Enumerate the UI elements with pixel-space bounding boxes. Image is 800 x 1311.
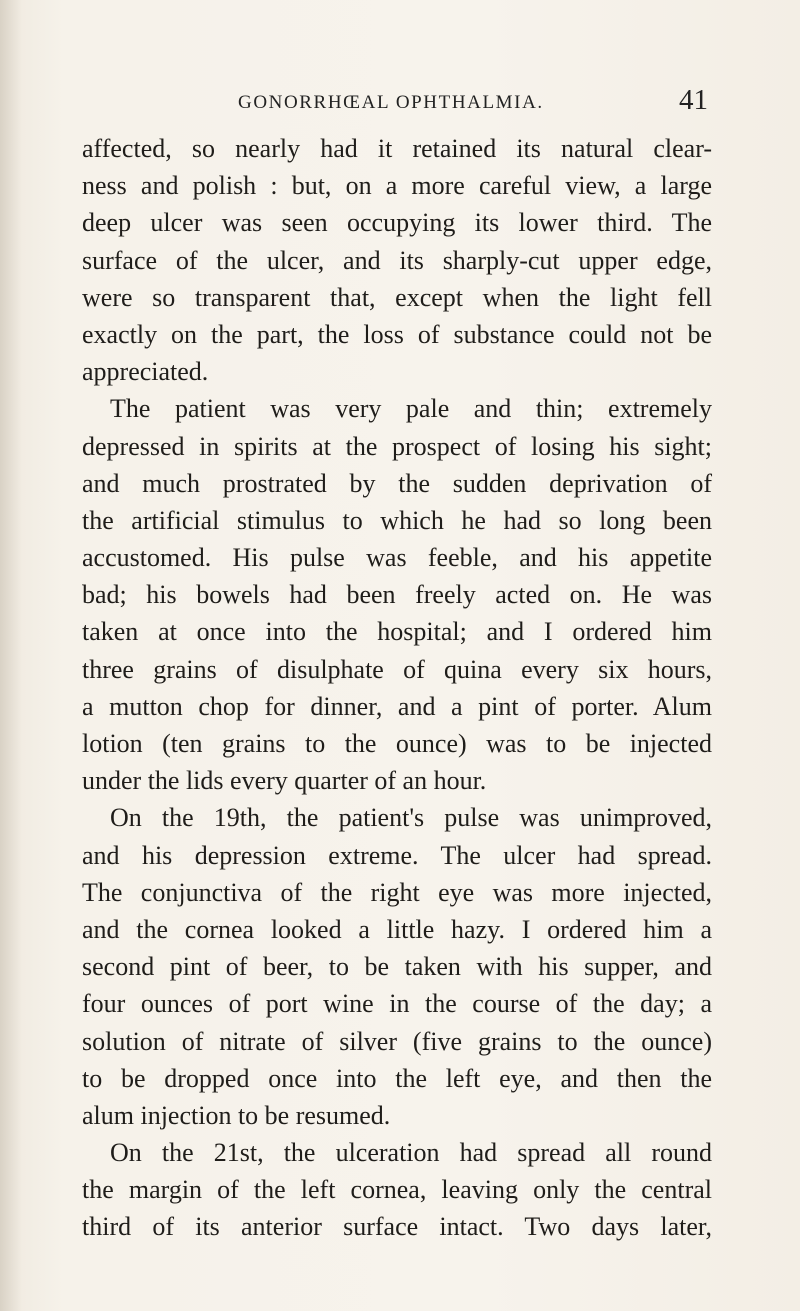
text-line: deep ulcer was seen occupying its lower third. The [82,208,712,238]
text-line: and much prostrated by the sudden deprivation of [82,468,712,498]
text-line: third of its anterior surface intact. Two days later, [82,1212,712,1242]
page-gutter-shadow [0,0,22,1311]
text-line: four ounces of port wine in the course of the day; a [82,989,712,1019]
running-head [238,84,708,118]
text-line: depressed in spirits at the prospect of losing his sight; [82,431,712,461]
text-line: second pint of beer, to be taken with his supper, and [82,952,712,982]
text-line: The patient was very pale and thin; extremely [110,394,712,424]
text-line: solution of nitrate of silver (five grains to the ounce) [82,1026,712,1056]
text-line: ness and polish : but, on a more careful view, a large [82,171,712,201]
text-line: The conjunctiva of the right eye was more injected, [82,877,712,907]
text-line: and his depression extreme. The ulcer had spread. [82,840,712,870]
text-line: bad; his bowels had been freely acted on. He was [82,580,712,610]
page-number: 41 [679,84,708,116]
text-line: On the 19th, the patient's pulse was unimproved, [110,803,712,833]
text-line: and the cornea looked a little hazy. I ordered him a [82,914,712,944]
text-line: appreciated. [82,357,209,387]
text-line: the artificial stimulus to which he had so long been [82,505,712,535]
text-line: were so transparent that, except when the light fell [82,282,712,312]
text-line: accustomed. His pulse was feeble, and his appetite [82,543,712,573]
text-line: under the lids every quarter of an hour. [82,766,487,796]
text-line: a mutton chop for dinner, and a pint of porter. Alum [82,691,712,721]
text-line: the margin of the left cornea, leaving only the central [82,1175,712,1205]
text-line: exactly on the part, the loss of substance could not be [82,319,712,349]
text-line: alum injection to be resumed. [82,1100,391,1130]
running-head-title: GONORRHŒAL OPHTHALMIA. [238,92,544,113]
text-line: surface of the ulcer, and its sharply-cut upper edge, [82,245,712,275]
text-line: taken at once into the hospital; and I ordered him [82,617,712,647]
text-line: three grains of disulphate of quina every six hours, [82,654,712,684]
text-line: to be dropped once into the left eye, and then the [82,1063,712,1093]
text-line: On the 21st, the ulceration had spread all round [110,1138,712,1168]
body-text [82,130,712,1246]
text-line: lotion (ten grains to the ounce) was to be injected [82,729,712,758]
text-line: affected, so nearly had it retained its natural clear- [82,134,712,163]
